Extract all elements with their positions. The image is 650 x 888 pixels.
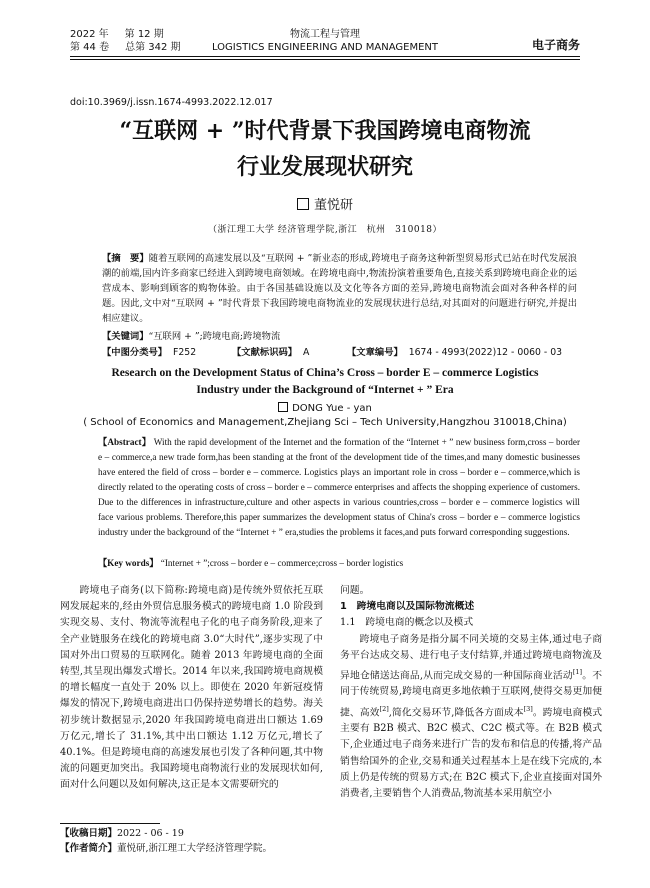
- column-name: 电子商务: [531, 38, 580, 52]
- keywords-cn-text: “互联网 + ”;跨境电商;跨境物流: [148, 331, 281, 342]
- author-name: 董悦研: [313, 198, 353, 213]
- subsection-heading: 1.1 跨境电商的概念以及模式: [340, 617, 474, 629]
- body-paragraph-continued: 问题。: [340, 585, 370, 596]
- keywords-cn: [102, 328, 280, 342]
- citation: [1]: [572, 668, 583, 677]
- issue-total: 总第 342 期: [125, 42, 181, 53]
- issue-number: 第 12 期: [124, 29, 164, 40]
- journal-name-cn: 物流工程与管理: [290, 29, 360, 40]
- paper-title-line-2: 行业发展现状研究: [236, 154, 413, 180]
- english-title-line-1: Research on the Development Status of China’s Cross – border E – commerce Logistics: [111, 367, 539, 379]
- text-run: 。跨境电商模式主要有 B2B 模式、B2C 模式、C2C 模式等。在 B2B 模式下,企业通过电子商务来进行广告的发布和信息的传播,将产品销售给国外的企业,交易和通关过程基本上是在线下完成的,本质上仍是传统的贸易方式;在 B2C 模式下,企业直接面对国外消费者,主要销售个人消费品,物流基本采用航空小: [340, 706, 602, 799]
- text-run: 。不同于传统贸易,跨境电商更多地依赖于互联网,使得交易更加便捷、高效: [340, 670, 602, 718]
- doc-label: 【文献标识码】: [232, 347, 298, 358]
- paper-title-line-1: “互联网 + ”时代背景下我国跨境电商物流: [119, 118, 531, 144]
- abstract-en: [98, 435, 580, 540]
- text-run: ,简化交易环节,降低各方面成本: [388, 706, 524, 718]
- doc-value: A: [303, 347, 310, 358]
- issue-volume: 第 44 卷: [70, 42, 110, 53]
- english-title-line-2: Industry under the Background of “Internet + ” Era: [196, 384, 454, 396]
- abstract-en-text: With the rapid development of the Internet and the formation of the “Internet + ” new business form,cross – border e – commerce,a new trade form,has been standing at the front of the development tide of the times,and many domestic businesses have entered the field of cross – border e – commerce. Logistics plays an important role in cross – border e – commerce,which is directly related to the operating costs of cross – border e – commerce enterprises and affects the shopping experience of customers. Due to the differences in infrastructure,culture and other aspects in various countries,cross – border e – commerce logistics will face various problems. Therefore,this paper summarizes the development status of China's cross – border e – commerce logistics industry under the background of the “Internet + ” era,studies the problems it faces,and puts forward corresponding suggestions.: [98, 437, 580, 537]
- issue-year: 2022 年: [70, 29, 109, 40]
- body-column-right: [340, 583, 602, 802]
- citation: [2]: [379, 704, 389, 713]
- english-author-line: [0, 402, 650, 414]
- art-value: 1674 - 4993(2022)12 - 0060 - 03: [408, 347, 563, 358]
- clc-number: [102, 344, 196, 358]
- abstract-cn-label: 【摘 要】: [102, 253, 149, 264]
- received-date-label: 【收稿日期】: [60, 828, 118, 839]
- footnote-rule: [60, 823, 160, 824]
- keywords-en-text: “Internet + ”;cross – border e – commerce;cross – border logistics: [160, 558, 404, 568]
- doc-code: [232, 344, 309, 358]
- clc-label: 【中图分类号】: [102, 347, 168, 358]
- author-line: [0, 194, 650, 213]
- journal-name-en: LOGISTICS ENGINEERING AND MANAGEMENT: [211, 42, 439, 53]
- article-number: [347, 344, 562, 358]
- affiliation: （浙江理工大学 经济管理学院,浙江 杭州 310018）: [207, 225, 443, 235]
- body-paragraph: 跨境电子商务(以下简称:跨境电商)是传统外贸依托互联网发展起来的,经由外贸信息服务模式的跨境电商 1.0 阶段到实现交易、支付、物流等流程电子化的电子商务阶段,迎来了全产业链服务在线化的跨境电商 3.0“大时代”,逐步实现了中国对外出口贸易的互联网化。随着 2013 年跨境电商的全面转型,其呈现出爆发式增长。2014 年以来,我国跨境电商规模的增长幅度一直处于 20% 以上。即使在 2020 年新冠疫情爆发的情况下,跨境电商进出口仍保持逆势增长的趋势。海关初步统计数据显示,2020 年我国跨境电商进出口额达 1.69 万亿元,增长了 31.1%,其中出口额达 1.12 万亿元,增长了 40.1%。但是跨境电商的高速发展也引发了各种问题,其中物流的问题更加突出。我国跨境电商物流行业的发展现状如何,面对什么问题以及如何解决,这正是本文需要研究的: [60, 585, 323, 791]
- section-heading: 1 跨境电商以及国际物流概述: [340, 601, 475, 613]
- citation: [3]: [523, 704, 533, 713]
- text-run: 跨境电子商务是指分属不同关境的交易主体,通过电子商务平台达成交易、进行电子支付结算,并通过跨境电商物流及异地仓储送达商品,从而完成交易的一种国际商业活动: [340, 633, 602, 682]
- body-paragraph: [340, 632, 602, 803]
- author-en-box-icon: [278, 402, 288, 412]
- author-bio: 董悦研,浙江理工大学经济管理学院。: [117, 843, 273, 854]
- abstract-cn-text: 随着互联网的高速发展以及“互联网 + ”新业态的形成,跨境电子商务这种新型贸易形式已站在时代发展浪潮的前端,国内许多商家已经进入到跨境电商领域。在跨境电商中,物流扮演着重要角色,直接关系到跨境电商企业的运营成本、影响到顾客的购物体验。由于各国基础设施以及文化等各方面的差异,跨境电商物流会面对各种各样的问题。因此,文中对“互联网 + ”时代背景下我国跨境电商物流业的发展现状进行总结,对其面对的问题进行研究,并提出相应建议。: [102, 253, 577, 324]
- author-bio-label: 【作者简介】: [60, 843, 118, 854]
- english-author: DONG Yue - yan: [292, 403, 372, 414]
- keywords-en: [98, 555, 403, 569]
- clc-value: F252: [173, 347, 197, 358]
- header-rule-thin: [70, 59, 580, 60]
- doi: doi:10.3969/j.issn.1674-4993.2022.12.017: [70, 97, 273, 108]
- header-rule: [70, 56, 580, 57]
- keywords-en-label: 【Key words】: [98, 558, 159, 568]
- keywords-cn-label: 【关键词】: [102, 331, 149, 342]
- abstract-en-label: 【Abstract】: [98, 437, 152, 447]
- received-date: 2022 - 06 - 19: [117, 828, 184, 839]
- author-box-icon: [297, 198, 309, 210]
- body-column-left: [60, 583, 323, 794]
- art-label: 【文章编号】: [347, 347, 403, 358]
- footnote: [60, 826, 272, 856]
- abstract-cn: [102, 251, 577, 326]
- english-affiliation: ( School of Economics and Management,Zhejiang Sci – Tech University,Hangzhou 310018,China): [83, 417, 567, 428]
